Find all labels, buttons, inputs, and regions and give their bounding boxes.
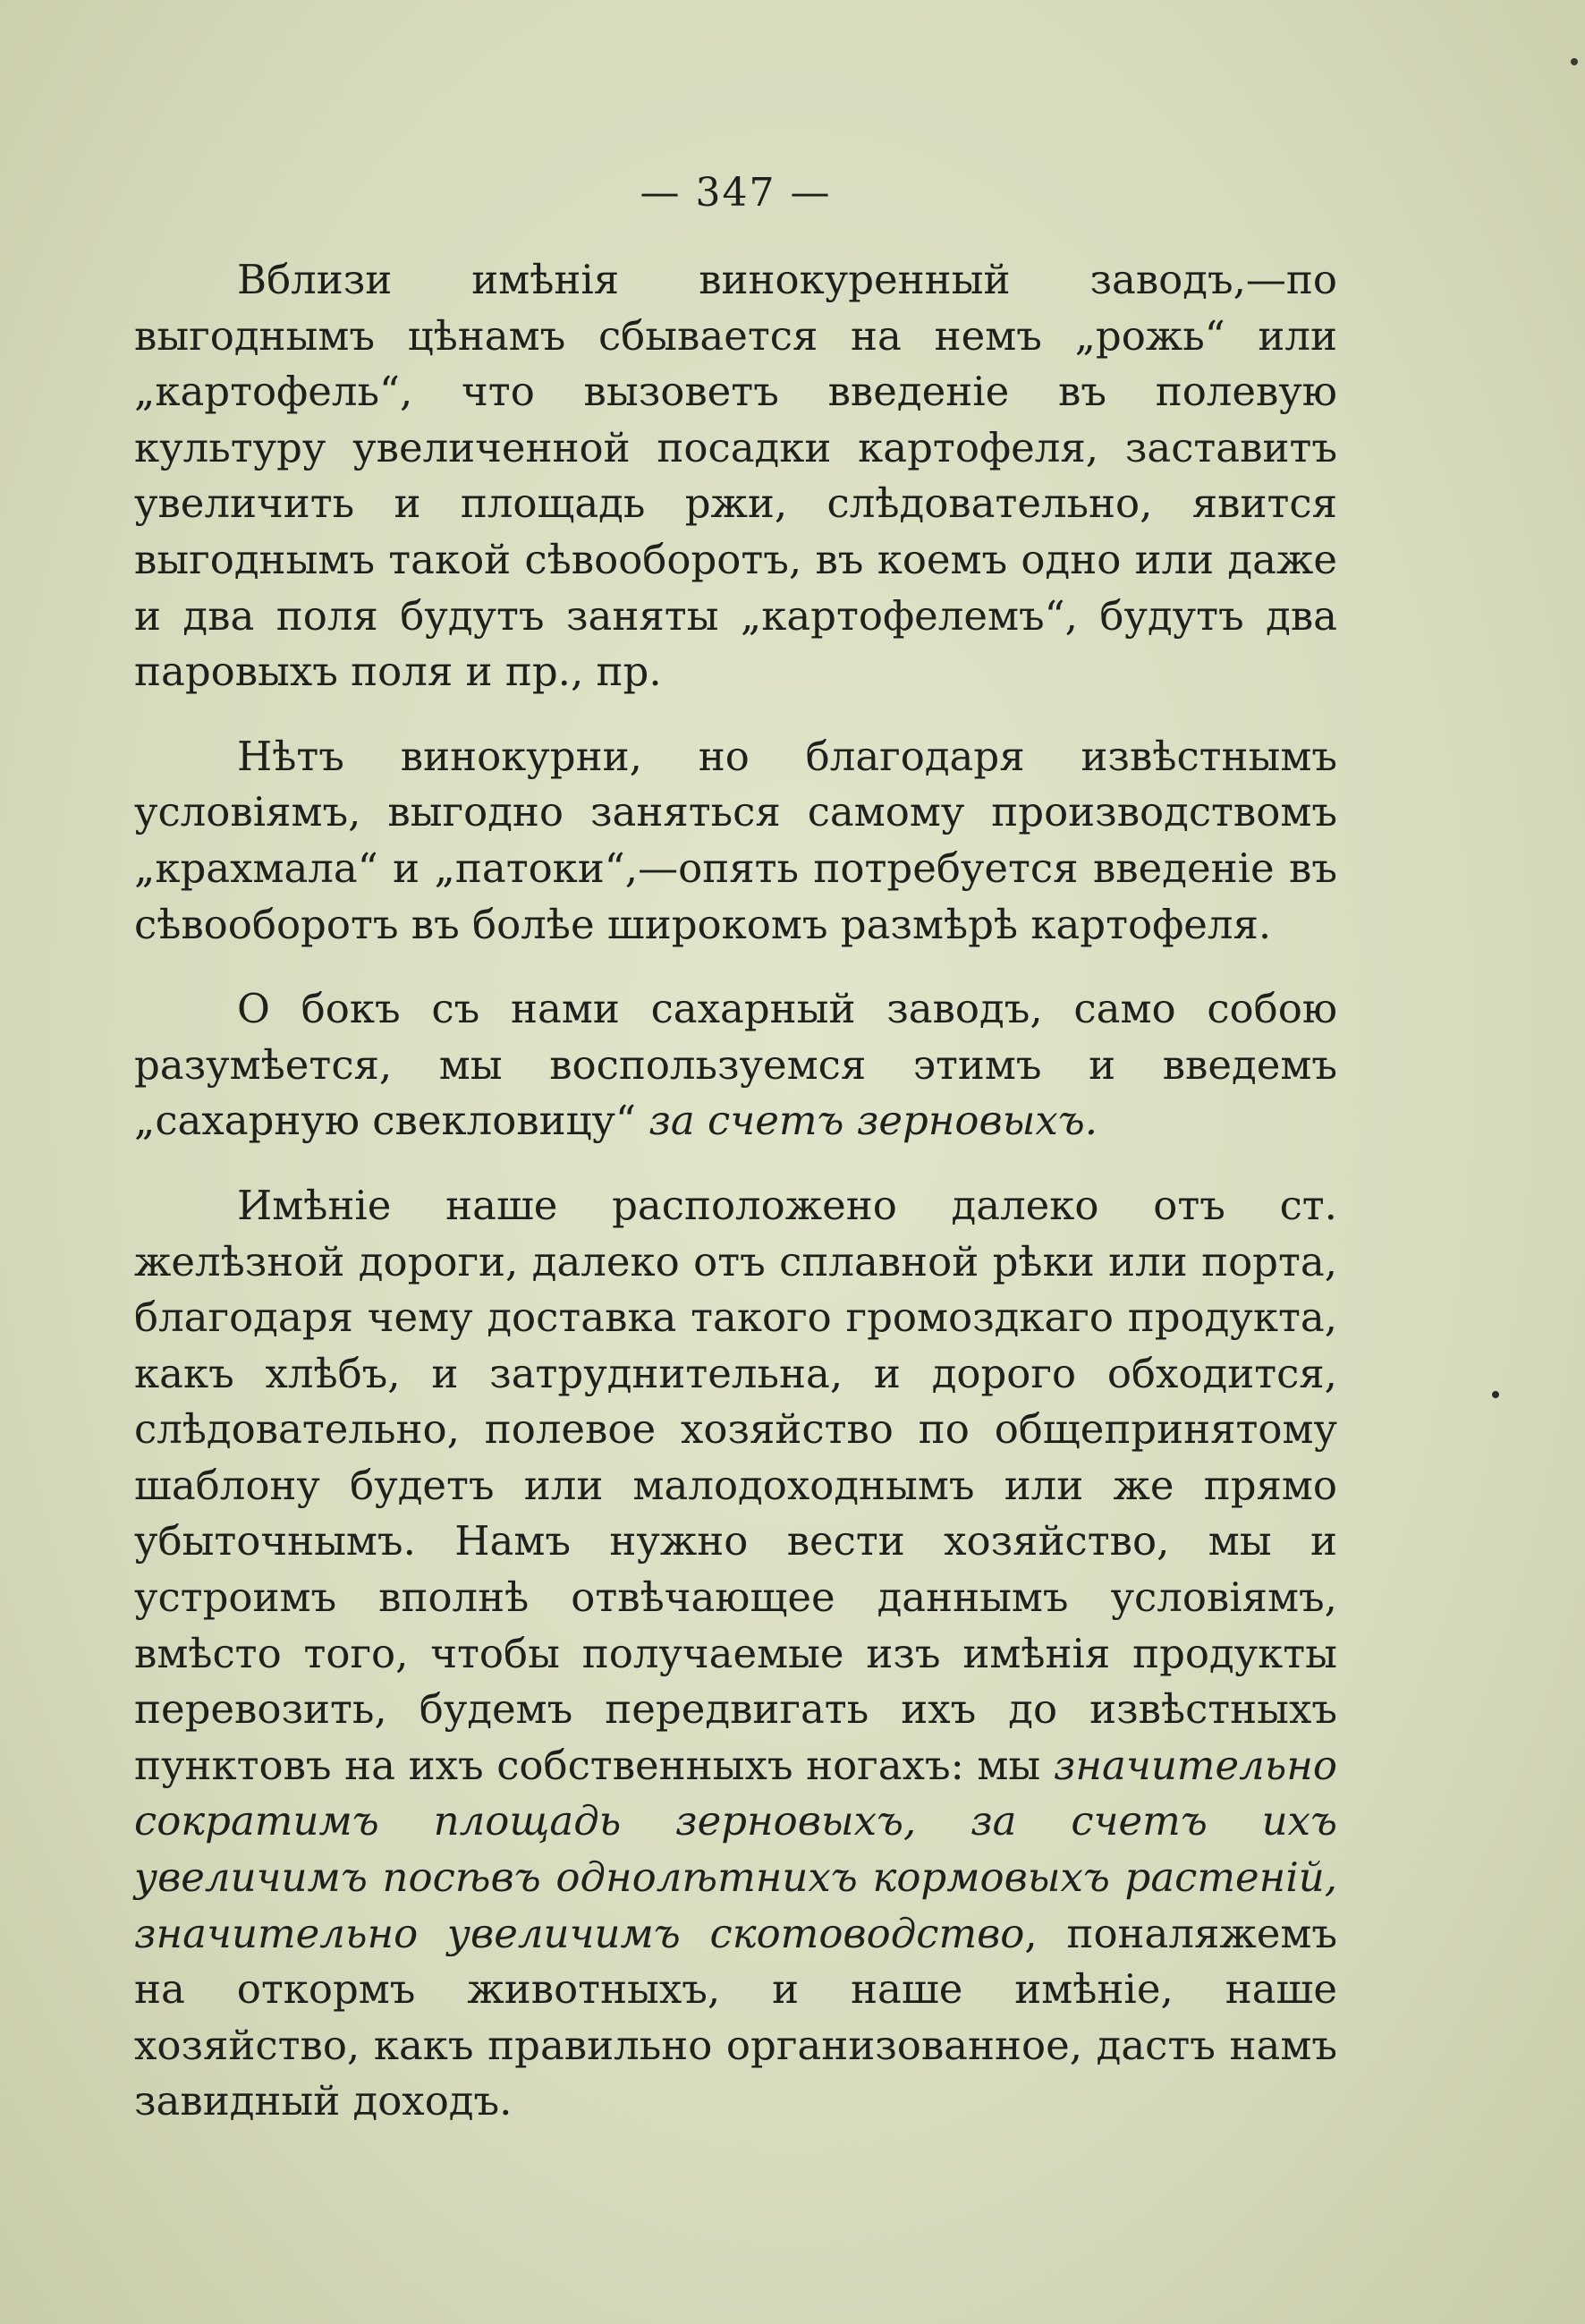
paragraph <box>134 252 1337 700</box>
text-segment: Имѣніе наше расположено далеко отъ ст. желѣзной дороги, далеко отъ сплавной рѣки или порта, благодаря чему доставка такого громоздкаго продукта, какъ хлѣбъ, и затруднительна, и дорого обходится, слѣдовательно, полевое хозяйство по общепринятому шаблону будетъ или малодоходнымъ или же прямо убыточнымъ. Намъ нужно вести хозяйство, мы и устроимъ вполнѣ отвѣчающее даннымъ условіямъ, вмѣсто того, чтобы получаемые изъ имѣнія продукты перевозить, будемъ передвигать ихъ до извѣстныхъ пунктовъ на ихъ собственныхъ ногахъ: мы <box>134 1181 1337 1789</box>
edge-mark <box>1571 58 1578 65</box>
paragraph <box>134 729 1337 953</box>
text-segment: , поналяжемъ на откормъ животныхъ, и наше имѣніе, наше хозяйство, какъ правильно организованное, дастъ намъ завидный доходъ. <box>134 1909 1337 2125</box>
paragraph <box>134 1178 1337 2130</box>
page-number: — 347 — <box>640 170 832 216</box>
italic-text: значительно сократимъ площадь зерновыхъ, за счетъ ихъ увеличимъ посѣвъ однолѣтнихъ кормовыхъ растеній, значительно увеличимъ скотоводство <box>134 1741 1337 1957</box>
paragraph <box>134 981 1337 1149</box>
italic-text: за счетъ зерновыхъ. <box>648 1097 1098 1145</box>
ink-speck <box>1492 1391 1499 1398</box>
text-segment: Нѣтъ винокурни, но благодаря извѣстнымъ условіямъ, выгодно заняться самому производствомъ „крахмала“ и „патоки“,—опять потребуется введеніе въ сѣвооборотъ въ болѣе широкомъ размѣрѣ картофеля. <box>134 732 1337 948</box>
page-content <box>134 170 1337 2159</box>
text-segment: Вблизи имѣнія винокуренный заводъ,—по выгоднымъ цѣнамъ сбывается на немъ „рожь“ или „картофель“, что вызоветъ введеніе въ полевую культуру увеличенной посадки картофеля, заставитъ увеличить и площадь ржи, слѣдовательно, явится выгоднымъ такой сѣвооборотъ, въ коемъ одно или даже и два поля будутъ заняты „картофелемъ“, будутъ два паровыхъ поля и пр., пр. <box>134 256 1337 696</box>
body-text <box>134 252 1337 2130</box>
text-segment: О бокъ съ нами сахарный заводъ, само собою разумѣется, мы воспользуемся этимъ и введемъ „сахарную свекловицу“ <box>134 985 1337 1145</box>
